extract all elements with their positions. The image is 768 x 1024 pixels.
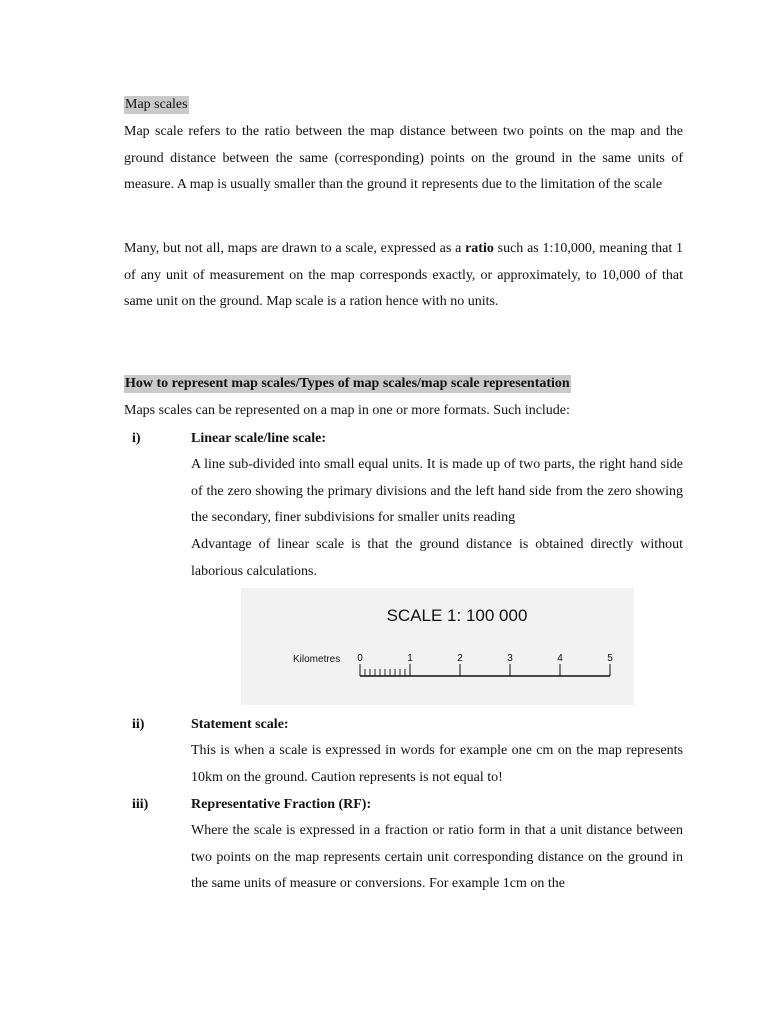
scale-unit-label: Kilometres bbox=[293, 654, 341, 665]
scale-tick-label: 3 bbox=[507, 653, 513, 664]
paragraph-ratio-text-a: Many, but not all, maps are drawn to a scale, expressed as a bbox=[124, 241, 466, 256]
scale-tick-label: 4 bbox=[557, 653, 563, 664]
item-number-3: iii) bbox=[132, 797, 149, 812]
scale-bar-marks bbox=[357, 653, 613, 676]
item-text-statement-scale: This is when a scale is expressed in words for example one cm on the map represents 10km on the ground. Caution represents is not equal to! bbox=[191, 743, 683, 785]
section-heading-representation: How to represent map scales/Types of map scales/map scale representation bbox=[125, 376, 570, 391]
scale-bar-graphic bbox=[241, 588, 634, 705]
item-title-statement-scale: Statement scale: bbox=[191, 717, 289, 732]
paragraph-ratio-text-b: such as 1:10,000, meaning that 1 of any unit of measurement on the map corresponds exactly, or approximately, to 10,000 of that same unit on the ground. Map scale is a ration hence with no units. bbox=[124, 241, 683, 309]
ratio-bold-term: ratio bbox=[465, 241, 494, 256]
section-heading-map-scales: Map scales bbox=[125, 97, 188, 112]
scale-bar-figure bbox=[241, 588, 634, 705]
item-text-linear-scale: A line sub-divided into small equal units. It is made up of two parts, the right hand side of the zero showing the primary divisions and the left hand side from the zero showing the secondary, finer subdivisions for smaller units reading bbox=[191, 457, 683, 525]
intro-text: Maps scales can be represented on a map in one or more formats. Such include: bbox=[124, 403, 570, 418]
item-title-representative-fraction: Representative Fraction (RF): bbox=[191, 797, 372, 812]
item-text-linear-advantage: Advantage of linear scale is that the ground distance is obtained directly without laborious calculations. bbox=[191, 537, 683, 579]
item-number-2: ii) bbox=[132, 717, 145, 732]
scale-title: SCALE 1: 100 000 bbox=[386, 606, 528, 625]
scale-tick-label: 1 bbox=[407, 653, 413, 664]
paragraph-ratio bbox=[124, 236, 683, 316]
item-number-1: i) bbox=[132, 431, 141, 446]
scale-tick-label: 2 bbox=[457, 653, 463, 664]
item-title-linear-scale: Linear scale/line scale: bbox=[191, 431, 327, 446]
paragraph-definition: Map scale refers to the ratio between the map distance between two points on the map and the ground distance between the same (corresponding) points on the ground in the same units of measure. A map is usually smaller than the ground it represents due to the limitation of the scale bbox=[124, 124, 683, 192]
item-text-representative-fraction: Where the scale is expressed in a fraction or ratio form in that a unit distance between two points on the map represents certain unit corresponding distance on the ground in the same units of measure or conversions. For example 1cm on the bbox=[191, 823, 683, 891]
scale-tick-label: 5 bbox=[607, 653, 613, 664]
scale-tick-label: 0 bbox=[357, 653, 363, 664]
